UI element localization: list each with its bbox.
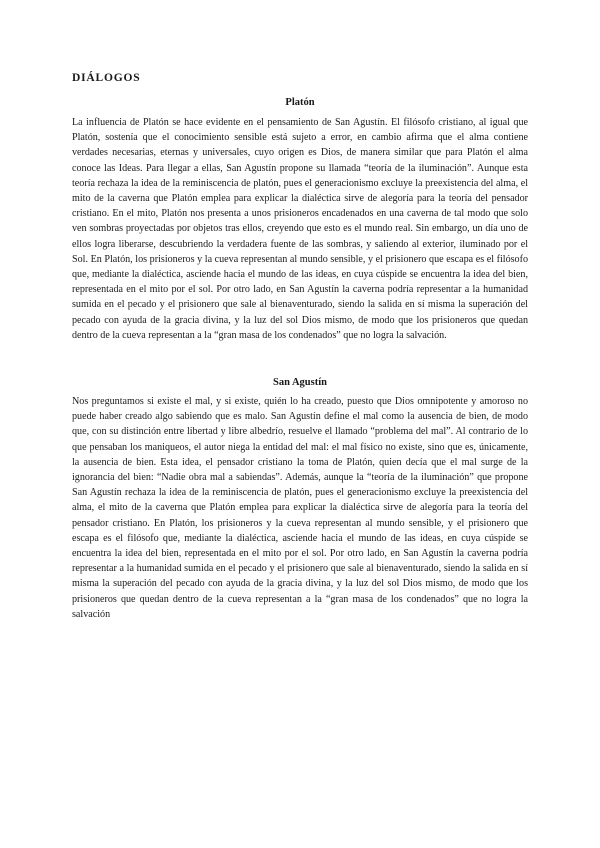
document-title: DIÁLOGOS bbox=[72, 72, 141, 84]
section-paragraph-san-agustin: Nos preguntamos si existe el mal, y si existe, quién lo ha creado, puesto que Dios omnipotente y amoroso no puede haber creado algo sabiendo que es malo. San Agustín define el mal como la ausencia de bien, de modo que, con su distinción entre libertad y libre albedrío, resuelve el llamado “problema del mal”. Al contrario de lo que pensaban los maniqueos, el autor niega la entidad del mal: el mal físico no existe, sino que es, únicamente, la ausencia de bien. Esta idea, el pensador cristiano la toma de Platón, quien decía que el mal surge de la ignorancia del bien: “Nadie obra mal a sabiendas”. Además, aunque la “teoría de la iluminación” que propone San Agustín rechaza la idea de la reminiscencia de platón, pues el generacionismo excluye la preexistencia del alma, el mito de la caverna que Platón emplea para explicar la dialéctica sirve de alegoría para la teoría del pensador cristiano. En Platón, los prisioneros y la cueva representan al mundo sensible, y el prisionero que escapa es el filósofo que, mediante la dialéctica, asciende hacia el mundo de las ideas, en cuya cúspide se encuentra la idea del bien, representada en el mito por el sol. Por otro lado, en San Agustín la caverna podría representar a la humanidad sumida en el pecado y el prisionero que sale al bienaventurado, siendo la salida en sí misma la superación del pecado con ayuda de la gracia divina, y la luz del sol Dios mismo, de modo que los prisioneros que quedan dentro de la cueva representan a la “gran masa de los condenados” que no logra la salvación bbox=[72, 396, 528, 620]
section-heading-platon: Platón bbox=[285, 97, 315, 108]
section-paragraph-platon: La influencia de Platón se hace evidente en el pensamiento de San Agustín. El filósofo cristiano, al igual que Platón, sostenía que el conocimiento sensible está sujeto a error, en cambio afirma que el alma contiene verdades necesarias, eternas y universales, cuyo origen es Dios, de manera similar que para Platón el alma conoce las Ideas. Para llegar a ellas, San Agustín propone su llamada “teoría de la iluminación”. Aunque esta teoría rechaza la idea de la reminiscencia de platón, pues el generacionismo excluye la preexistencia del alma, el mito de la caverna que Platón emplea para explicar la dialéctica sirve de alegoría para la teoría del pensador cristiano. En el mito, Platón nos presenta a unos prisioneros encadenados en una caverna de tal modo que solo ven sombras proyectadas por objetos tras ellos, creyendo que esto es el mundo real. Sin embargo, un día uno de ellos logra liberarse, descubriendo la verdadera fuente de las sombras, y saliendo al exterior, iluminado por el Sol. En Platón, los prisioneros y la cueva representan al mundo sensible, y el prisionero que escapa es el filósofo que, mediante la dialéctica, asciende hacia el mundo de las ideas, en cuya cúspide se encuentra la idea del bien, representada en el mito por el sol. Por otro lado, en San Agustín la caverna podría representar a la humanidad sumida en el pecado y el prisionero que sale al bienaventurado, siendo la salida en sí misma la superación del pecado con ayuda de la gracia divina, y la luz del sol Dios mismo, de modo que los prisioneros que quedan dentro de la cueva representan a la “gran masa de los condenados” que no logra la salvación. bbox=[72, 117, 528, 341]
section-heading-san-agustin: San Agustín bbox=[273, 377, 327, 388]
